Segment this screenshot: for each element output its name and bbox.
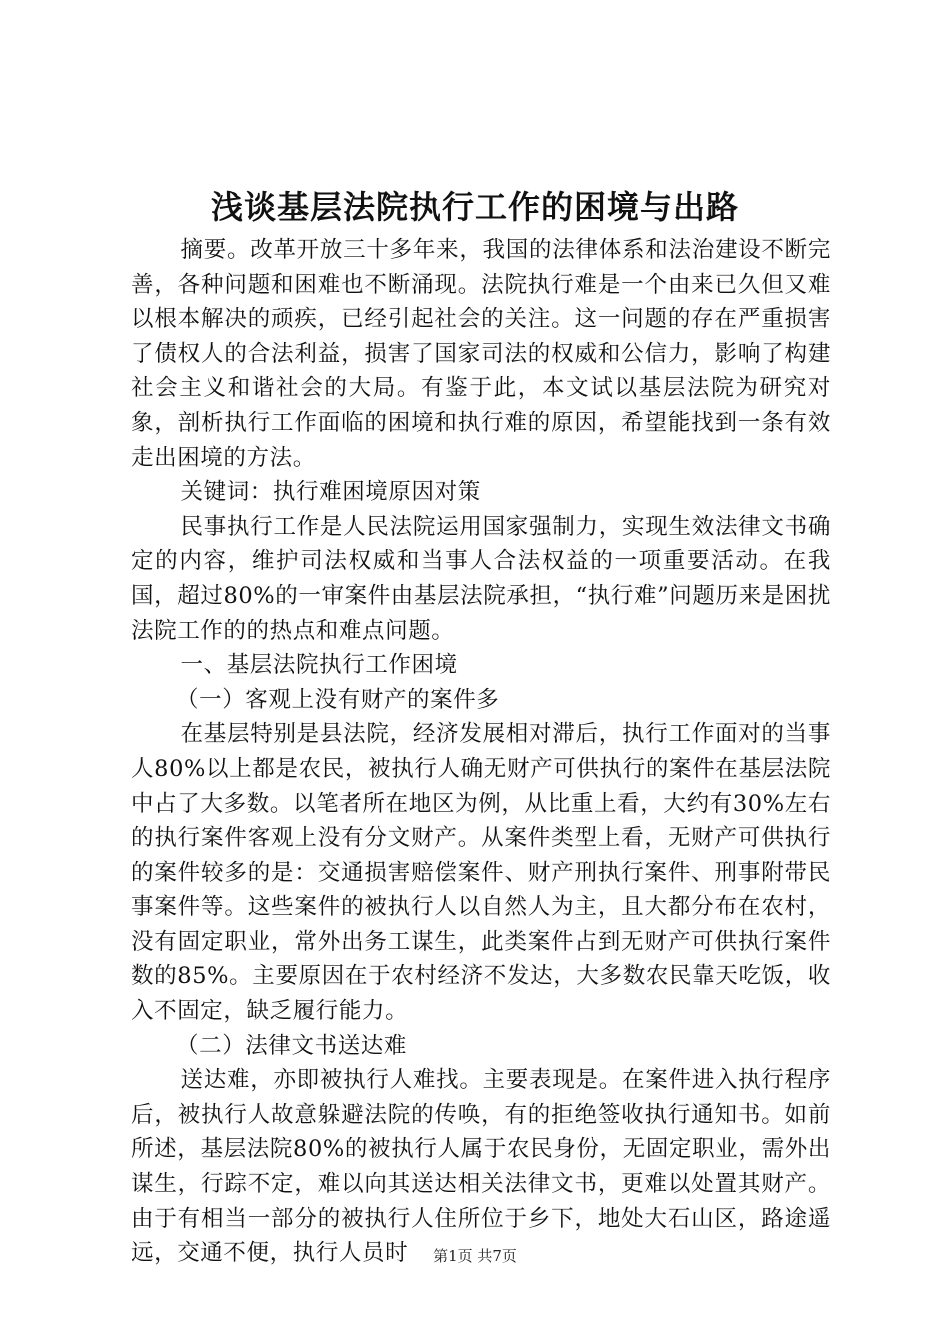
body-paragraph-2: 送达难，亦即被执行人难找。主要表现是。在案件进入执行程序后，被执行人故意躲避法院的传唤，有的拒绝签收执行通知书。如前所述，基层法院80%的被执行人属于农民身份，无固定职业，需外出谋生，行踪不定，难以向其送达相关法律文书，更难以处置其财产。由于有相当一部分的被执行人住所位于乡下，地处大石山区，路途遥远，交通不便，执行人员时: [131, 1067, 831, 1267]
intro-paragraph: 民事执行工作是人民法院运用国家强制力，实现生效法律文书确定的内容，维护司法权威和当事人合法权益的一项重要活动。在我国，超过80%的一审案件由基层法院承担，“执行难”问题历来是困扰法院工作的的热点和难点问题。: [131, 513, 831, 644]
subsection-heading-1: （一）客观上没有财产的案件多: [176, 686, 500, 713]
body-paragraph-1: 在基层特别是县法院，经济发展相对滞后，执行工作面对的当事人80%以上都是农民，被执行人确无财产可供执行的案件在基层法院中占了大多数。以笔者所在地区为例，从比重上看，大约有30%左右的执行案件客观上没有分文财产。从案件类型上看，无财产可供执行的案件较多的是：交通损害赔偿案件、财产刑执行案件、刑事附带民事案件等。这些案件的被执行人以自然人为主，且大都分布在农村，没有固定职业，常外出务工谋生，此类案件占到无财产可供执行案件数的85%。主要原因在于农村经济不发达，大多数农民靠天吃饭，收入不固定，缺乏履行能力。: [131, 721, 831, 1025]
subsection-heading-2: （二）法律文书送达难: [176, 1032, 408, 1059]
document-title: 浅谈基层法院执行工作的困境与出路: [210, 188, 739, 226]
keywords-paragraph: 关键词：执行难困境原因对策: [180, 479, 481, 506]
abstract-paragraph: 摘要。改革开放三十多年来，我国的法律体系和法治建设不断完善，各种问题和困难也不断涌现。法院执行难是一个由来已久但又难以根本解决的顽疾，已经引起社会的关注。这一问题的存在严重损害了债权人的合法利益，损害了国家司法的权威和公信力，影响了构建社会主义和谐社会的大局。有鉴于此，本文试以基层法院为研究对象，剖析执行工作面临的困境和执行难的原因，希望能找到一条有效走出困境的方法。: [131, 237, 831, 471]
section-heading-1: 一、基层法院执行工作困境: [180, 652, 458, 679]
document-body: [131, 233, 831, 1271]
page-footer: 第1页 共7页: [433, 1247, 517, 1265]
